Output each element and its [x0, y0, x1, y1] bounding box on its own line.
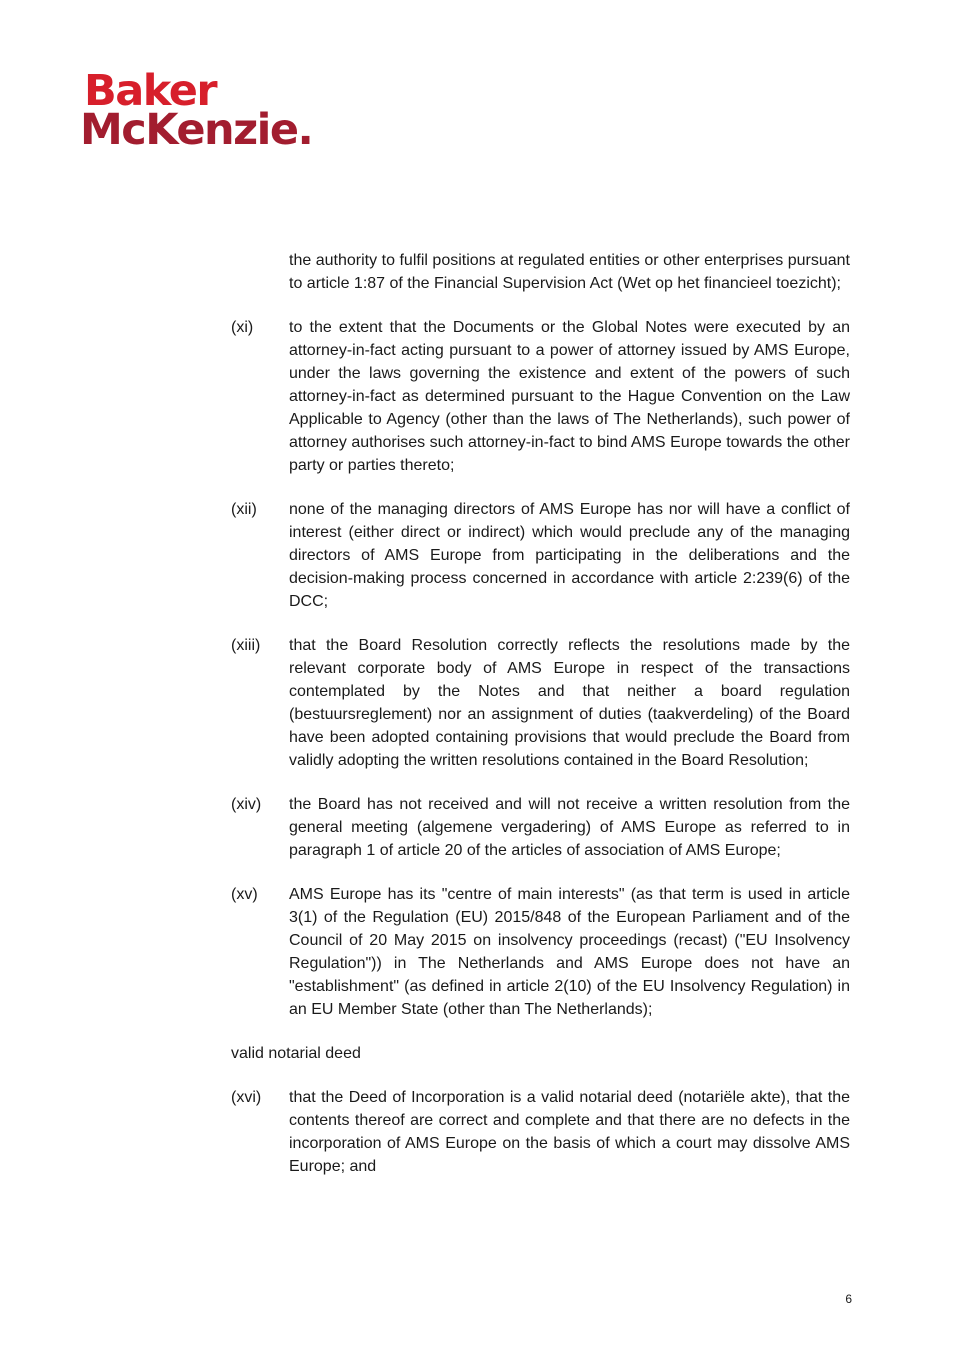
baker-mckenzie-logo [80, 66, 313, 155]
section-heading: valid notarial deed [231, 1045, 361, 1062]
item-text: the Board has not received and will not receive a written resolution from the general meeting (algemene vergadering) of AMS Europe as referred to in paragraph 1 of article 20 of the articles of association of AMS Europe; [289, 796, 850, 859]
page-number: 6 [845, 1292, 852, 1306]
item-number: (xi) [231, 319, 254, 336]
item-text: none of the managing directors of AMS Europe has nor will have a conflict of interest (either direct or indirect) which would preclude any of the managing directors of AMS Europe from participating in the deliberations and the decision-making process concerned in accordance with article 2:239(6) of the DCC; [289, 501, 850, 610]
item-number: (xii) [231, 501, 257, 518]
list-item [231, 883, 850, 1021]
item-text: that the Deed of Incorporation is a valid notarial deed (notariële akte), that the contents thereof are correct and complete and that there are no defects in the incorporation of AMS Europe on the basis of which a court may dissolve AMS Europe; and [289, 1089, 850, 1175]
item-number: (xvi) [231, 1089, 262, 1106]
list-item [231, 793, 850, 862]
list-item [231, 316, 850, 477]
document-body [231, 249, 850, 1199]
list-item [231, 498, 850, 613]
item-text: to the extent that the Documents or the Global Notes were executed by an attorney-in-fact acting pursuant to a power of attorney issued by AMS Europe, under the laws governing the existence and extent of the powers of such attorney-in-fact as determined pursuant to the Hague Convention on the Law Applicable to Agency (other than the laws of The Netherlands), such power of attorney authorises such attorney-in-fact to bind AMS Europe towards the other party or parties thereto; [289, 319, 850, 474]
assumptions-list-notarial [231, 1086, 850, 1178]
item-number: (xv) [231, 886, 258, 903]
item-number: (xiii) [231, 637, 261, 654]
list-item [231, 1086, 850, 1178]
assumptions-list [231, 316, 850, 1021]
item-text: that the Board Resolution correctly reflects the resolutions made by the relevant corporate body of AMS Europe in respect of the transactions contemplated by the Notes and that neither a board regulation (bestuursreglement) nor an assignment of duties (taakverdeling) of the Board have been adopted containing provisions that would preclude the Board from validly adopting the written resolutions contained in the Board Resolution; [289, 637, 850, 769]
item-number: (xiv) [231, 796, 262, 813]
logo-line-mckenzie: McKenzie. [80, 105, 313, 155]
continuation-paragraph: the authority to fulfil positions at regulated entities or other enterprises pursuant to article 1:87 of the Financial Supervision Act (Wet op het financieel toezicht); [289, 252, 850, 292]
logo-line-baker: Baker [84, 66, 217, 116]
list-item [231, 634, 850, 772]
item-text: AMS Europe has its "centre of main interests" (as that term is used in article 3(1) of the Regulation (EU) 2015/848 of the European Parliament and of the Council of 20 May 2015 on insolvency proceedings (recast) ("EU Insolvency Regulation")) in The Netherlands and AMS Europe does not have an "establishment" (as defined in article 2(10) of the EU Insolvency Regulation) in an EU Member State (other than The Netherlands); [289, 886, 850, 1018]
